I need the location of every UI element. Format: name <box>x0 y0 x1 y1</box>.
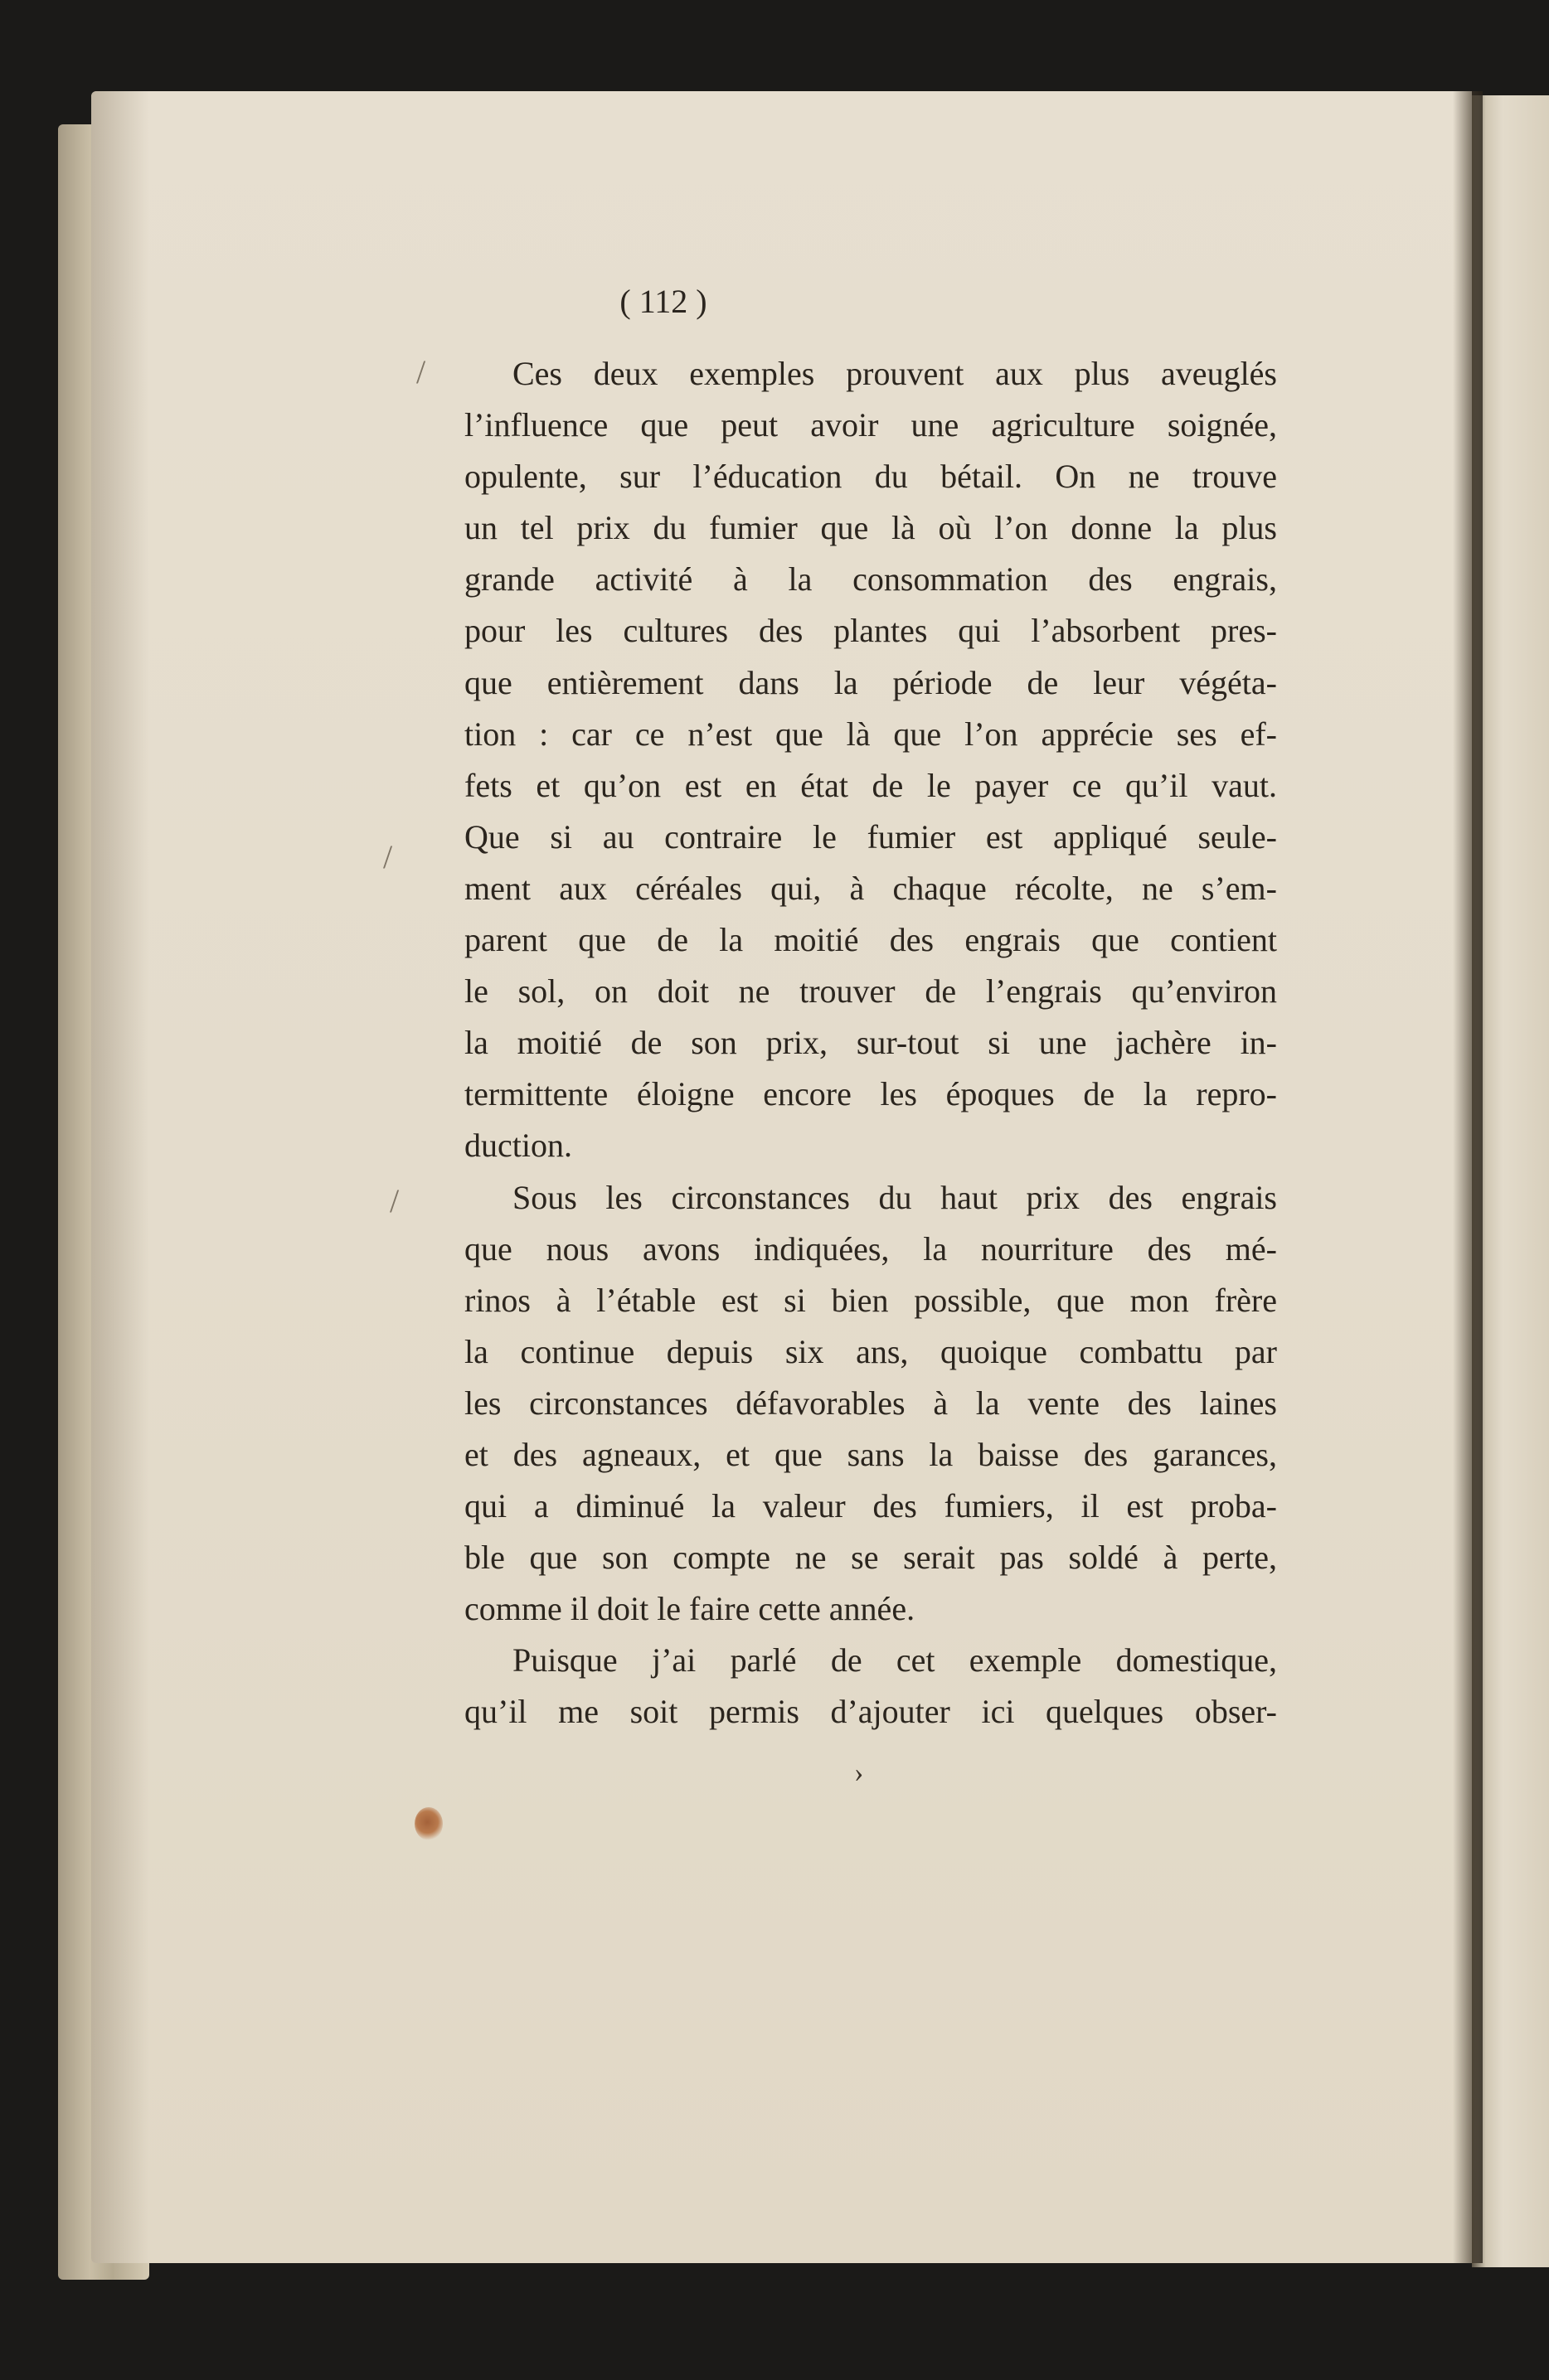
paragraph <box>464 1172 1277 1636</box>
text-line: Puisque j’ai parlé de cet exemple domestique, <box>512 1641 1277 1680</box>
paragraph <box>464 1635 1277 1738</box>
text-line: que nous avons indiquées, la nourriture des mé- <box>464 1229 1277 1268</box>
margin-pencil-mark: / <box>383 838 393 875</box>
text-line: la continue depuis six ans, quoique combattu par <box>464 1332 1277 1370</box>
text-line: termittente éloigne encore les époques de la repro- <box>464 1075 1277 1113</box>
text-line: opulente, sur l’éducation du bétail. On ne trouve <box>464 458 1277 496</box>
text-line: Que si au contraire le fumier est appliqué seule- <box>464 817 1277 856</box>
text-line: grande activité à la consommation des engrais, <box>464 560 1277 599</box>
text-line: ment aux céréales qui, à chaque récolte, ne s’em- <box>464 869 1277 907</box>
text-line: parent que de la moitié des engrais que contient <box>464 921 1277 959</box>
signature-mark: › <box>854 1757 864 1788</box>
paragraph <box>464 348 1277 1172</box>
text-line: pour les cultures des plantes qui l’absorbent pres- <box>464 612 1277 650</box>
text-line: tion : car ce n’est que là que l’on apprécie ses ef- <box>464 715 1277 753</box>
text-line: l’influence que peut avoir une agriculture soignée, <box>464 406 1277 444</box>
text-line: qui a diminué la valeur des fumiers, il est proba- <box>464 1487 1277 1525</box>
text-line: duction. <box>464 1127 572 1165</box>
text-line: les circonstances défavorables à la vente des laines <box>464 1384 1277 1422</box>
facing-page-edge <box>1472 95 1549 2267</box>
text-line: fets et qu’on est en état de le payer ce qu’il vaut. <box>464 766 1277 804</box>
page-number: ( 112 ) <box>619 283 707 320</box>
text-line: et des agneaux, et que sans la baisse des garances, <box>464 1435 1277 1473</box>
text-line: que entièrement dans la période de leur végéta- <box>464 663 1277 701</box>
text-line: le sol, on doit ne trouver de l’engrais qu’environ <box>464 972 1277 1011</box>
margin-pencil-mark: / <box>416 353 426 390</box>
text-line: comme il doit le faire cette année. <box>464 1590 915 1628</box>
binding-gutter <box>1453 91 1483 2263</box>
text-line: la moitié de son prix, sur-tout si une jachère in- <box>464 1024 1277 1062</box>
text-line: rinos à l’étable est si bien possible, que mon frère <box>464 1281 1277 1319</box>
text-line: Sous les circonstances du haut prix des engrais <box>512 1178 1277 1216</box>
text-line: ble que son compte ne se serait pas soldé à perte, <box>464 1539 1277 1577</box>
foxing-stain <box>415 1807 443 1840</box>
text-line: un tel prix du fumier que là où l’on donne la plus <box>464 509 1277 547</box>
text-line: qu’il me soit permis d’ajouter ici quelques obser- <box>464 1693 1277 1731</box>
margin-pencil-mark: / <box>390 1182 400 1219</box>
text-line: Ces deux exemples prouvent aux plus aveuglés <box>512 355 1277 392</box>
body-text <box>464 348 1277 1738</box>
